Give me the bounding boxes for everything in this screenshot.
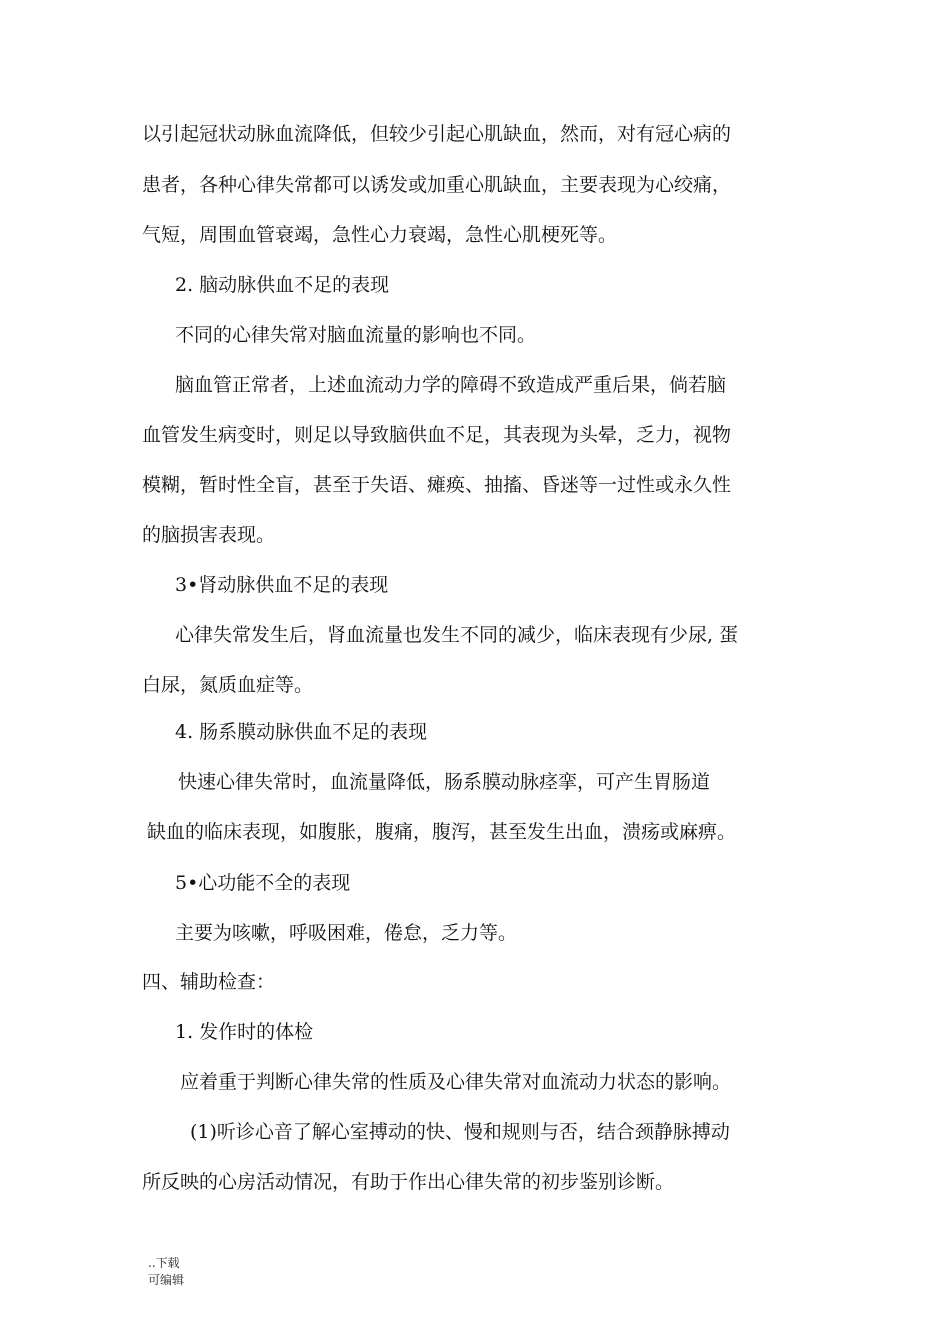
text-line-2: 患者，各种心律失常都可以诱发或加重心肌缺血，主要表现为心绞痛， [142,174,732,196]
text-line-9: 的脑损害表现。 [142,524,276,546]
text-line-17: 主要为咳嗽，呼吸困难，倦怠，乏力等。 [175,922,518,944]
section-heading-5: 5•心功能不全的表现 [175,872,351,894]
text-line-3: 气短，周围血管衰竭，急性心力衰竭，急性心肌梗死等。 [142,224,618,246]
text-line-21: (1)听诊心音了解心室搏动的快、慢和规则与否，结合颈静脉搏动 [190,1121,730,1143]
section-heading-2: 2. 脑动脉供血不足的表现 [175,274,390,296]
text-line-22: 所反映的心房活动情况，有助于作出心律失常的初步鉴别诊断。 [142,1171,675,1193]
text-line-15: 缺血的临床表现，如腹胀，腹痛，腹泻，甚至发生出血，溃疡或麻痹。 [147,821,737,843]
text-line-1: 以引起冠状动脉血流降低，但较少引起心肌缺血，然而，对有冠心病的 [142,123,732,145]
section-heading-exam: 四、辅助检查： [142,971,276,993]
text-line-7: 血管发生病变时，则足以导致脑供血不足，其表现为头晕，乏力，视物 [142,424,732,446]
text-line-14: 快速心律失常时，血流量降低，肠系膜动脉痉挛，可产生胃肠道 [178,771,711,793]
section-heading-3: 3•肾动脉供血不足的表现 [175,574,389,596]
text-line-11: 心律失常发生后，肾血流量也发生不同的减少，临床表现有少尿, 蛋 [175,624,739,646]
footer-download-text: ..下载 [148,1256,180,1270]
text-line-5: 不同的心律失常对脑血流量的影响也不同。 [175,324,537,346]
subsection-heading-1: 1. 发作时的体检 [175,1021,314,1043]
text-line-6: 脑血管正常者，上述血流动力学的障碍不致造成严重后果，倘若脑 [175,374,727,396]
section-heading-4: 4. 肠系膜动脉供血不足的表现 [175,721,428,743]
text-line-8: 模糊，暂时性全盲，甚至于失语、瘫痪、抽搐、昏迷等一过性或永久性 [142,474,732,496]
text-line-12: 白尿，氮质血症等。 [142,674,314,696]
text-line-20: 应着重于判断心律失常的性质及心律失常对血流动力状态的影响。 [180,1071,732,1093]
footer-editable-text: 可编辑 [148,1273,185,1287]
